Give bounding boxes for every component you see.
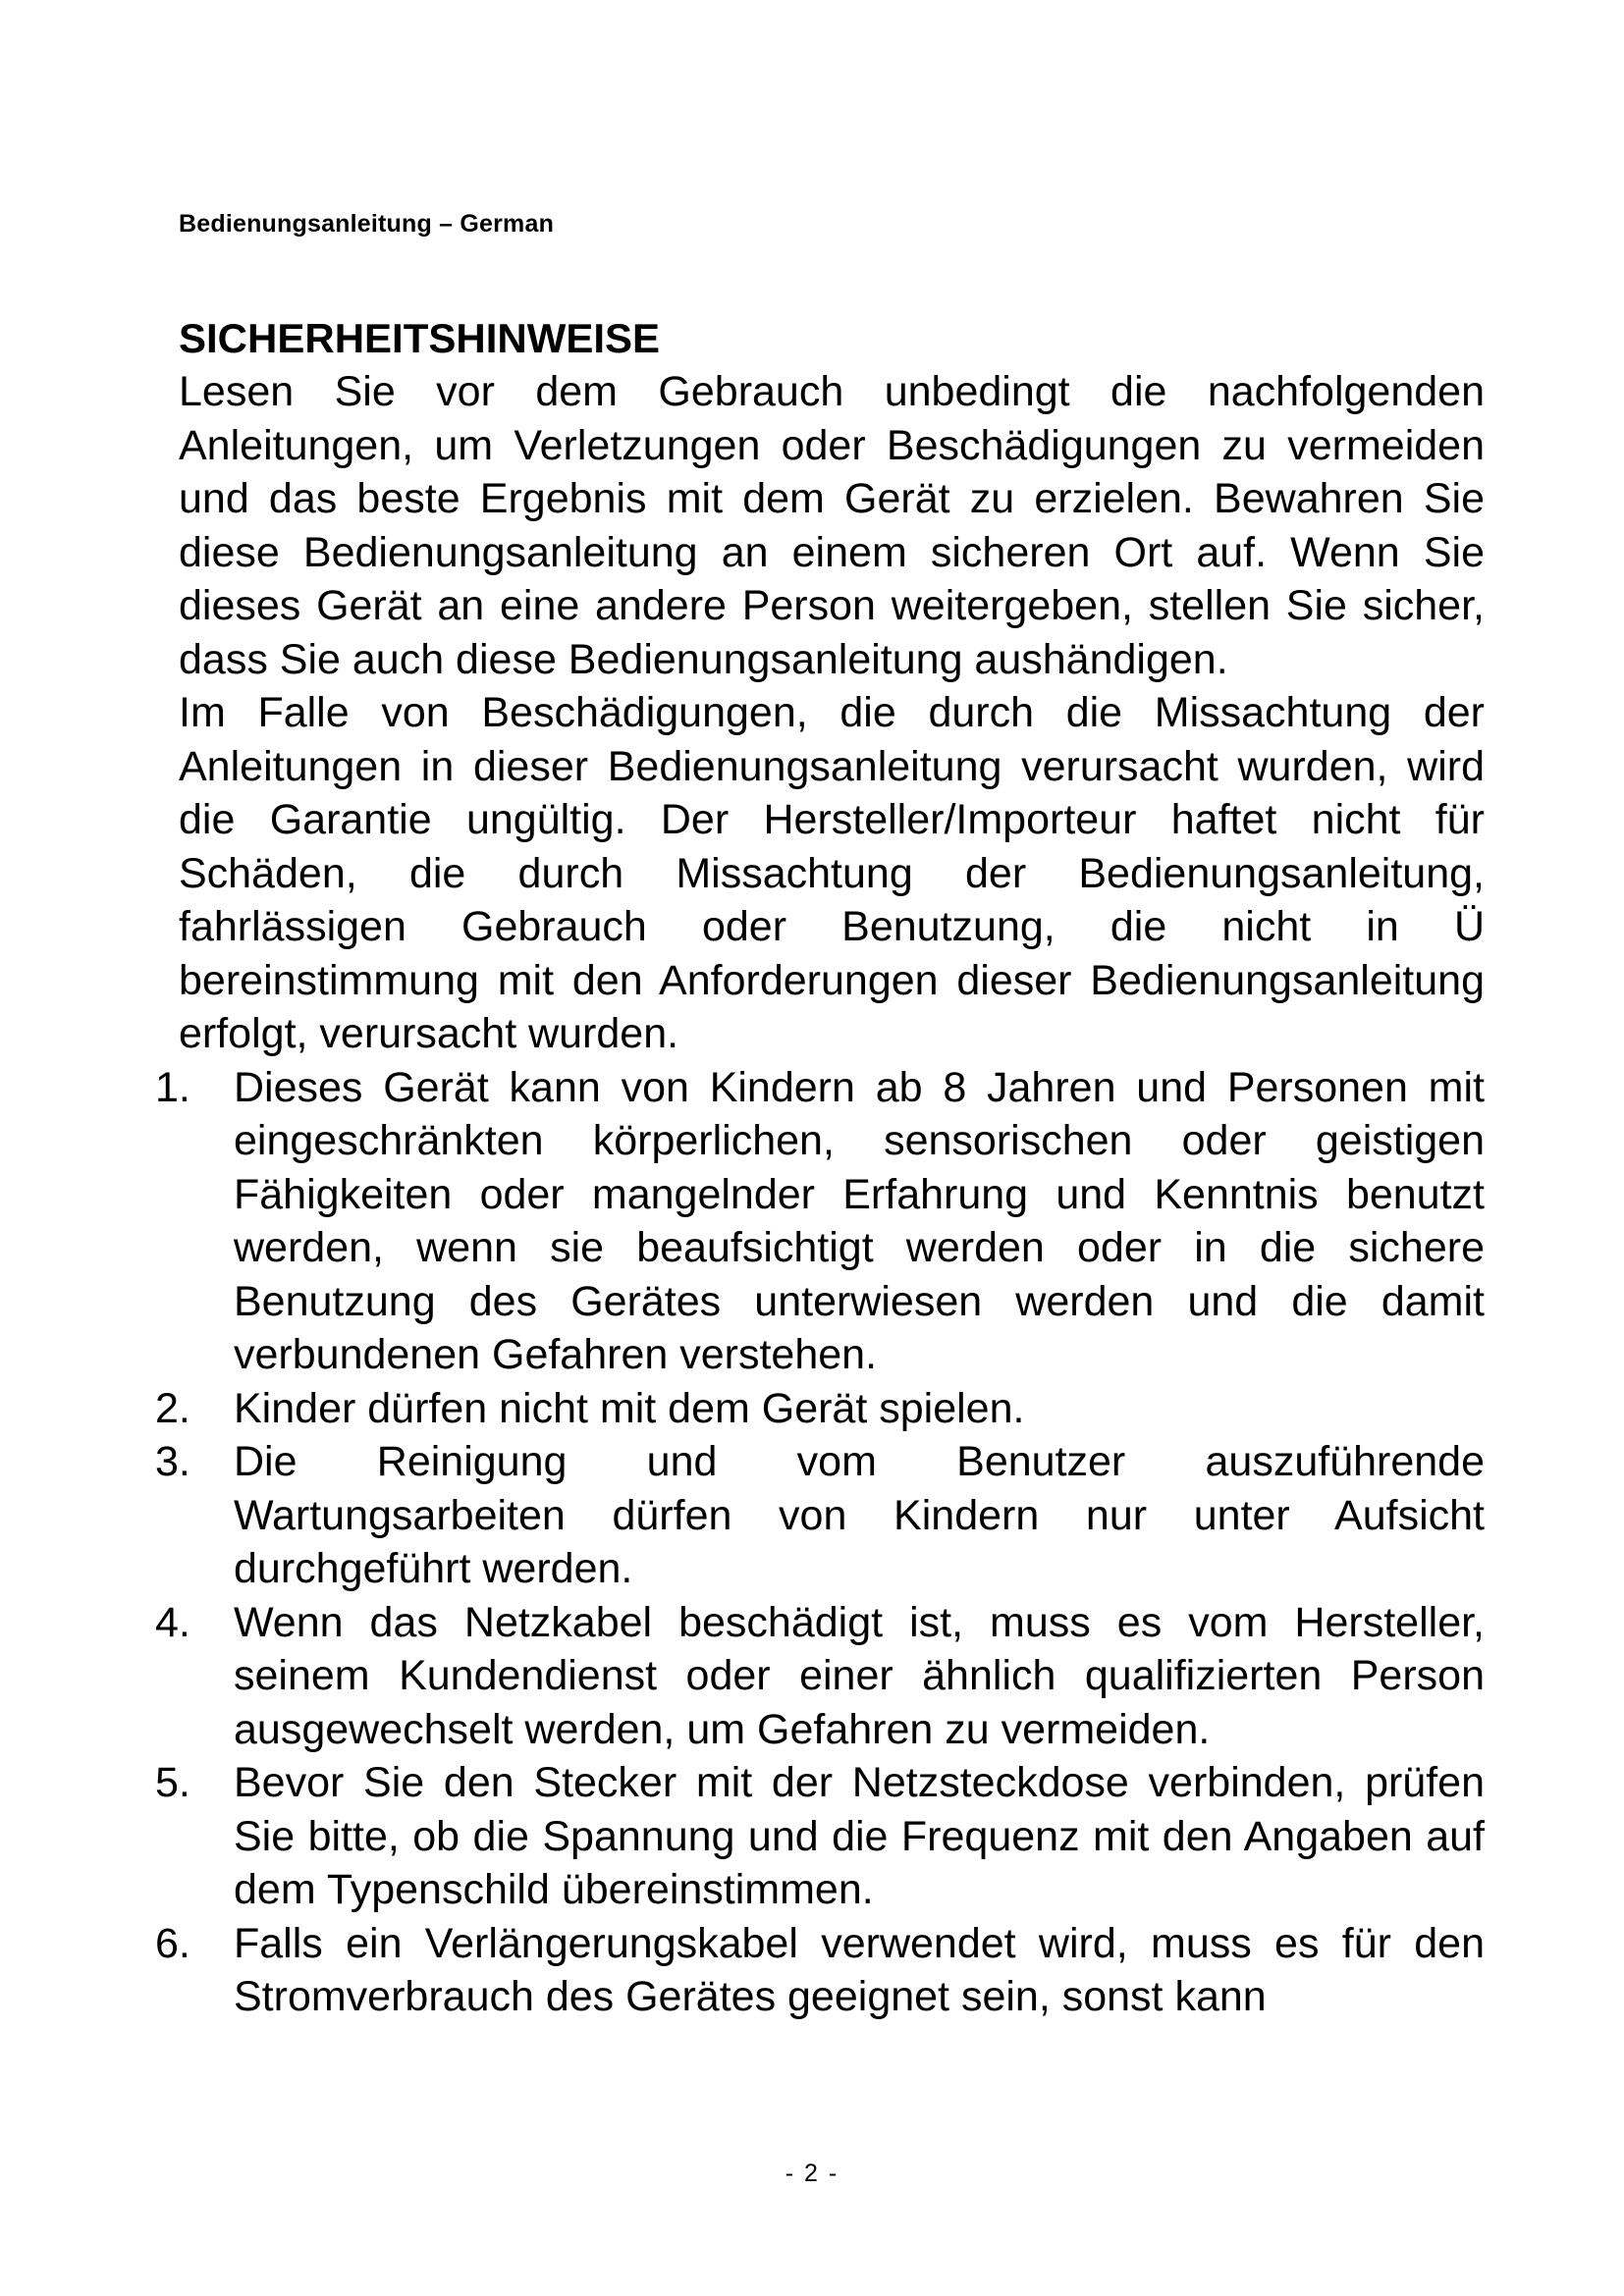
list-item-number: 4. — [155, 1598, 190, 1646]
document-body — [155, 312, 1485, 2024]
list-item-number: 1. — [155, 1063, 190, 1111]
warranty-paragraph: Im Falle von Beschädigungen, die durch die Missachtung der Anleitungen in dieser Bedienungsanleitung verursacht wurden, wird die Garantie ungültig. Der Hersteller/Importeur haftet nicht für Schäden, die durch Missachtung der Bedienungsanleitung, fahrlässigen Gebrauch oder Benutzung, die nicht in Ü bereinstimmung mit den Anforderungen dieser Bedienungsanleitung erfolgt, verursacht wurden. — [179, 689, 1485, 1057]
list-item — [155, 1435, 1485, 1596]
list-item-number: 3. — [155, 1438, 190, 1485]
intro-paragraph: Lesen Sie vor dem Gebrauch unbedingt die nachfolgenden Anleitungen, um Verletzungen oder Beschädigungen zu vermeiden und das beste Ergebnis mit dem Gerät zu erzielen. Bewahren Sie diese Bedienungsanleitung an einem sicheren Ort auf. Wenn Sie dieses Gerät an eine andere Person weitergeben, stellen Sie sicher, dass Sie auch diese Bedienungsanleitung aushändigen. — [179, 368, 1485, 683]
list-item — [155, 1596, 1485, 1757]
page-header: Bedienungsanleitung – German — [179, 210, 555, 238]
list-item — [155, 1061, 1485, 1382]
list-item-text: Die Reinigung und vom Benutzer auszuführende Wartungsarbeiten dürfen von Kindern nur unter Aufsicht durchgeführt werden. — [234, 1438, 1485, 1592]
safety-list — [155, 1061, 1485, 2024]
list-item-text: Kinder dürfen nicht mit dem Gerät spielen. — [234, 1384, 1025, 1432]
list-item-number: 6. — [155, 1919, 190, 1967]
list-item-number: 2. — [155, 1384, 190, 1432]
list-item-text: Bevor Sie den Stecker mit der Netzsteckdose verbinden, prüfen Sie bitte, ob die Spannung und die Frequenz mit den Angaben auf dem Typenschild übereinstimmen. — [234, 1759, 1485, 1913]
list-item — [155, 1756, 1485, 1917]
list-item-text: Dieses Gerät kann von Kindern ab 8 Jahren und Personen mit eingeschränkten körperlichen, sensorischen oder geistigen Fähigkeiten oder mangelnder Erfahrung und Kenntnis benutzt werden, wenn sie beaufsichtigt werden oder in die sichere Benutzung des Gerätes unterwiesen werden und die damit verbundenen Gefahren verstehen. — [234, 1063, 1485, 1378]
list-item-text: Falls ein Verlängerungskabel verwendet wird, muss es für den Stromverbrauch des Gerätes geeignet sein, sonst kann — [234, 1919, 1485, 2020]
section-title: SICHERHEITSHINWEISE — [179, 315, 661, 361]
list-item-text: Wenn das Netzkabel beschädigt ist, muss es vom Hersteller, seinem Kundendienst oder einer ähnlich qualifizierten Person ausgewechselt werden, um Gefahren zu vermeiden. — [234, 1598, 1485, 1753]
list-item — [155, 1917, 1485, 2024]
list-item — [155, 1382, 1485, 1436]
page-number: - 2 - — [785, 2160, 839, 2187]
list-item-number: 5. — [155, 1759, 190, 1806]
